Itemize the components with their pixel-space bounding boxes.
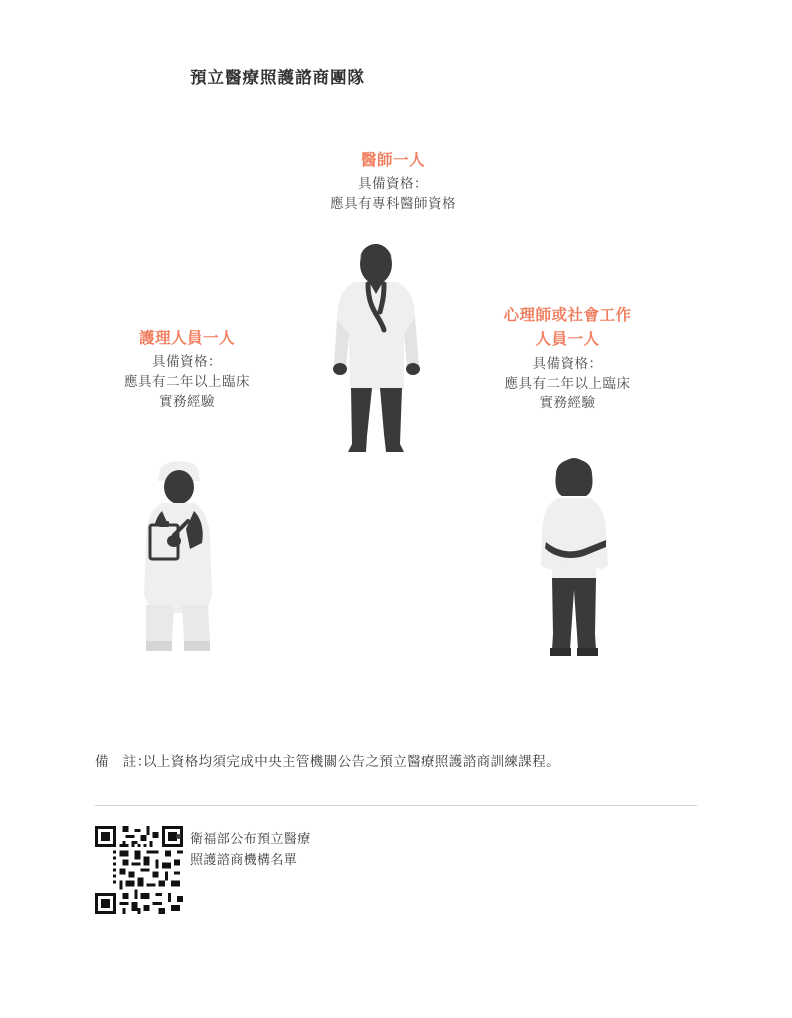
role-qualification-label-psychologist: 具備資格：	[532, 355, 603, 371]
doctor-silhouette-icon	[318, 238, 438, 463]
role-qualification-label-nurse: 具備資格：	[152, 354, 222, 370]
bullet-icon	[176, 834, 181, 839]
footer-link-line1: 衛福部公布預立醫療	[190, 831, 311, 846]
role-qualification-text-psychologist-2: 實務經驗	[539, 395, 596, 411]
footer-link-line2: 照護諮商機構名單	[190, 851, 298, 867]
note-row	[95, 750, 560, 770]
page-title: 預立醫療照護諮商團隊	[190, 69, 365, 87]
note-label: 備 註：	[95, 754, 151, 769]
role-block-nurse	[72, 328, 302, 411]
social-worker-silhouette-icon	[520, 448, 630, 663]
footer-link[interactable]	[190, 829, 311, 871]
qr-code-icon[interactable]	[95, 826, 183, 914]
role-qualification-text-nurse-2: 實務經驗	[159, 393, 215, 409]
role-block-doctor	[268, 150, 518, 214]
role-title-doctor: 醫師一人	[360, 152, 425, 169]
role-qualification-label-doctor: 具備資格：	[358, 176, 428, 192]
footer-divider	[95, 805, 697, 806]
role-qualification-text-doctor: 應具有專科醫師資格	[330, 196, 456, 212]
role-qualification-text-psychologist-1: 應具有二年以上臨床	[504, 375, 631, 391]
note-text: 以上資格均須完成中央主管機關公告之預立醫療照護諮商訓練課程。	[143, 754, 560, 769]
role-qualification-text-nurse-1: 應具有二年以上臨床	[124, 374, 250, 390]
role-title-psychologist-line1: 心理師或社會工作	[503, 307, 632, 324]
nurse-silhouette-icon	[128, 455, 238, 660]
role-title-psychologist-line2: 人員一人	[535, 331, 600, 349]
role-title-nurse: 護理人員一人	[138, 330, 235, 347]
role-block-psychologist	[460, 305, 675, 413]
